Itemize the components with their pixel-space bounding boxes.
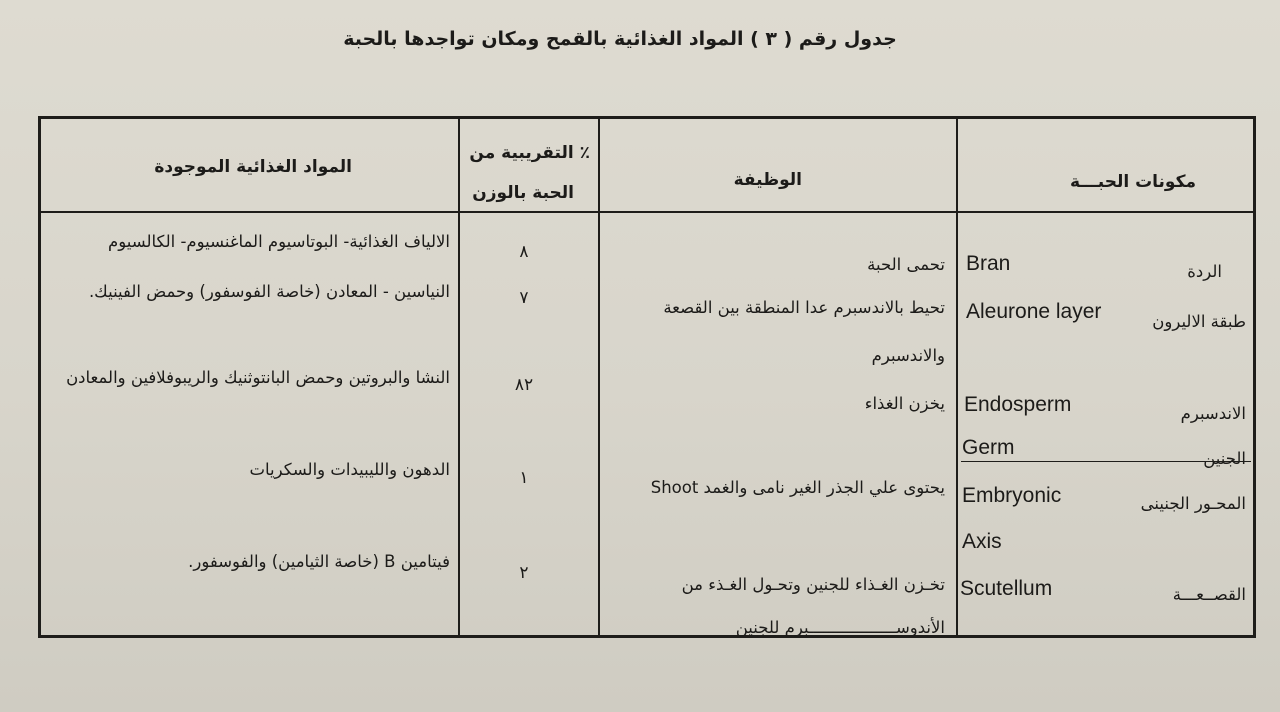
component-arabic: الردة	[1187, 262, 1222, 281]
header-percent-line2: الحبة بالوزن	[472, 183, 574, 203]
percent-value: ٧	[519, 288, 529, 308]
function-text: تحمى الحبة	[867, 255, 945, 274]
percent-value: ٢	[519, 563, 529, 583]
component-english: Scutellum	[960, 577, 1053, 600]
function-text: تحيط بالاندسبرم عدا المنطقة بين القصعة	[663, 298, 945, 317]
component-english: Aleurone layer	[966, 300, 1102, 323]
percent-value: ٨٢	[514, 375, 534, 395]
component-english: Endosperm	[964, 393, 1072, 416]
percent-value: ٨	[519, 242, 529, 262]
column-divider	[956, 119, 958, 635]
component-english: Bran	[966, 252, 1011, 275]
function-text: يحتوى علي الجذر الغير نامى والغمد Shoot	[650, 478, 945, 497]
component-english: Embryonic	[962, 484, 1062, 507]
header-function: الوظيفة	[733, 170, 802, 190]
function-text: يخزن الغذاء	[864, 394, 945, 413]
nutrients-text: فيتامين B (خاصة الثيامين) والفوسفور.	[188, 552, 450, 571]
header-nutrients: المواد الغذائية الموجودة	[154, 157, 352, 177]
header-percent-line1: ٪ التقريبية من	[469, 143, 590, 163]
function-text: الأندوســــــــــــــــــبرم للجنين	[735, 618, 945, 637]
component-arabic: طبقة الاليرون	[1152, 312, 1246, 331]
header-divider	[41, 211, 1253, 213]
nutrients-text: الالياف الغذائية- البوتاسيوم الماغنسيوم- الكالسيوم	[108, 232, 450, 251]
nutrients-text: النياسين - المعادن (خاصة الفوسفور) وحمض الفينيك.	[88, 282, 450, 301]
component-arabic: المحـور الجنينى	[1140, 494, 1246, 513]
component-english: Germ	[962, 436, 1015, 459]
nutrients-text: الدهون والليبيدات والسكريات	[249, 460, 450, 479]
component-arabic: القصــعـــة	[1172, 585, 1246, 604]
component-arabic: الاندسبرم	[1180, 404, 1246, 423]
germ-underline	[961, 461, 1251, 462]
column-divider	[458, 119, 460, 635]
function-text: والاندسبرم	[871, 346, 945, 365]
table-caption: جدول رقم ( ٣ ) المواد الغذائية بالقمح ومكان تواجدها بالحبة	[343, 28, 897, 50]
column-divider	[598, 119, 600, 635]
component-english-cont: Axis	[962, 530, 1002, 553]
component-arabic: الجنين	[1203, 449, 1246, 468]
function-text: تخـزن الغـذاء للجنين وتحـول الغـذء من	[681, 575, 945, 594]
nutrients-text: النشا والبروتين وحمض البانتوثنيك والريبوفلافين والمعادن	[66, 368, 450, 387]
percent-value: ١	[519, 468, 529, 488]
header-components: مكونات الحبـــة	[1070, 172, 1196, 192]
